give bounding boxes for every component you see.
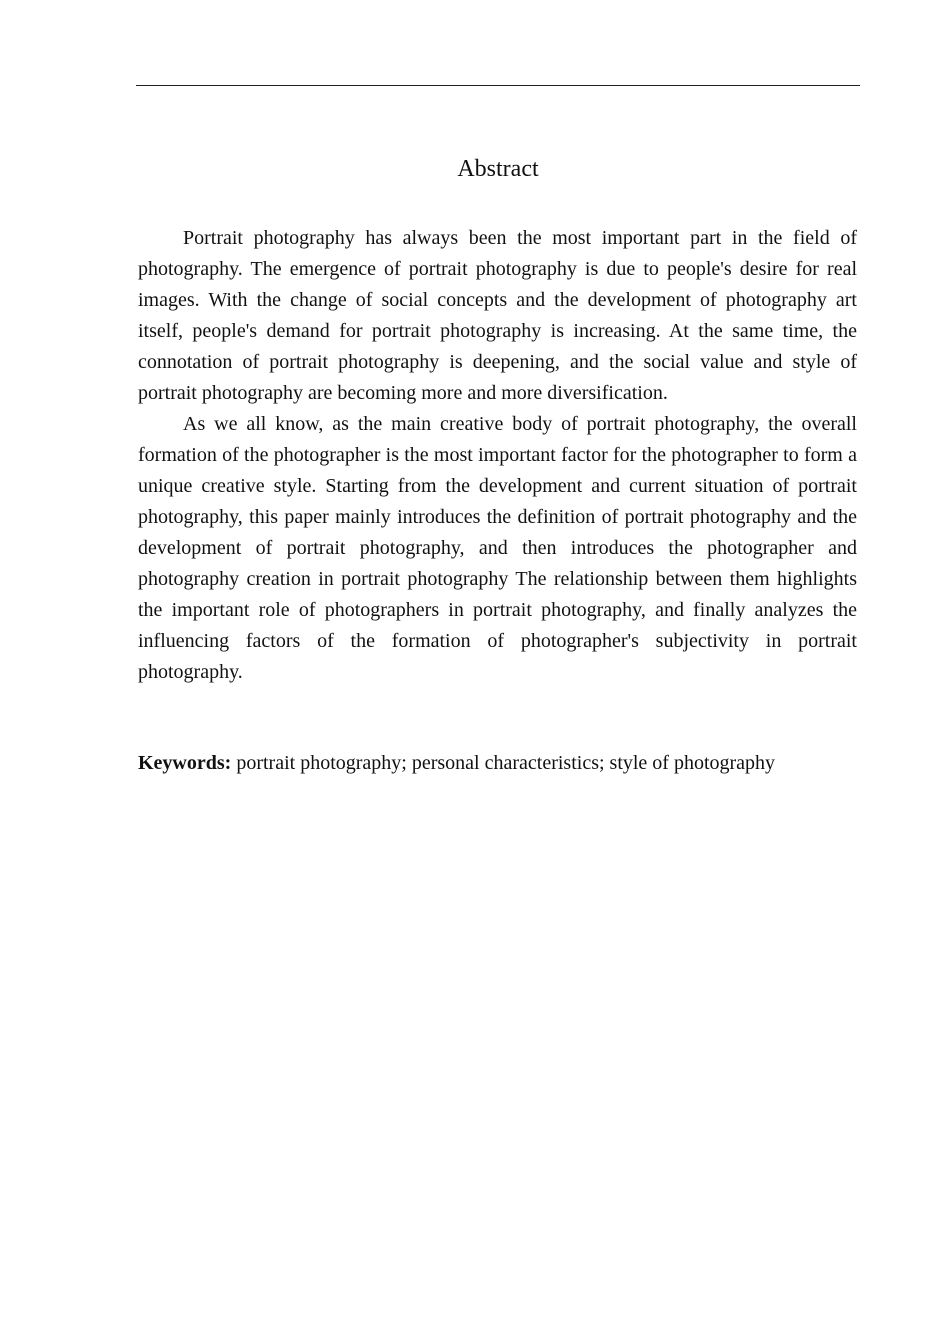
keywords-line [138,748,868,779]
abstract-body [138,223,857,688]
abstract-paragraph-1: Portrait photography has always been the most important part in the field of photography. The emergence of portrait photography is due to people's desire for real images. With the change of social concepts and the development of photography art itself, people's demand for portrait photography is increasing. At the same time, the connotation of portrait photography is deepening, and the social value and style of portrait photography are becoming more and more diversification. [138,227,857,404]
keywords-label: Keywords: [138,752,232,774]
header-rule [136,85,860,86]
abstract-paragraph-2: As we all know, as the main creative body of portrait photography, the overall formation of the photographer is the most important factor for the photographer to form a unique creative style. Starting from the development and current situation of portrait photography, this paper mainly introduces the definition of portrait photography and the development of portrait photography, and then introduces the photographer and photography creation in portrait photography The relationship between them highlights the important role of photographers in portrait photography, and finally analyzes the influencing factors of the formation of photographer's subjectivity in portrait photography. [138,413,857,683]
keywords-text: portrait photography; personal characteristics; style of photography [236,752,776,774]
abstract-title: Abstract [457,156,539,182]
